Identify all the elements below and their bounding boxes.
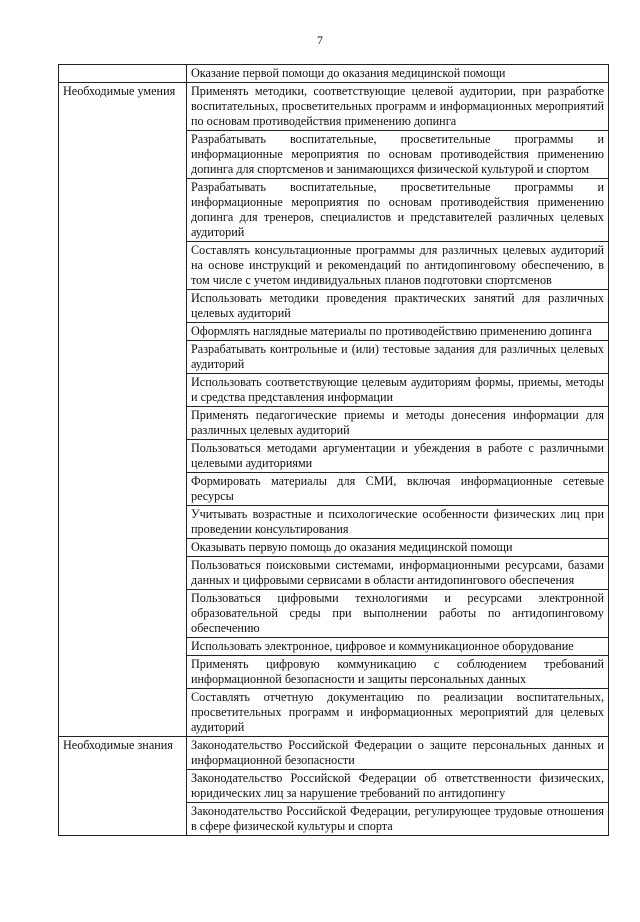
requirement-item: Разрабатывать воспитательные, просветительные программы и информационные мероприятия по основам противодействия применению допинга для тренеров, специалистов и представителей различных целевых аудиторий [187,179,609,242]
table-row [59,65,609,83]
requirement-item: Пользоваться цифровыми технологиями и ресурсами электронной образовательной среды при выполнении работы по антидопинговому обеспечению [187,590,609,638]
requirement-item: Законодательство Российской Федерации, регулирующее трудовые отношения в сфере физической культуры и спорта [187,803,609,836]
requirement-item: Разрабатывать контрольные и (или) тестовые задания для различных целевых аудиторий [187,341,609,374]
requirement-item: Использовать методики проведения практических занятий для различных целевых аудиторий [187,290,609,323]
section-label: Необходимые знания [59,737,187,836]
requirement-item: Оформлять наглядные материалы по противодействию применению допинга [187,323,609,341]
competency-table [58,64,609,836]
requirement-item: Составлять консультационные программы для различных целевых аудиторий на основе инструкций и рекомендаций по антидопинговому обеспечению, в том числе с учетом индивидуальных планов подготовки спортсменов [187,242,609,290]
section-label: Необходимые умения [59,83,187,737]
requirement-item: Составлять отчетную документацию по реализации воспитательных, просветительных программ и информационных мероприятий для целевых аудиторий [187,689,609,737]
requirement-item: Применять методики, соответствующие целевой аудитории, при разработке воспитательных, просветительных программ и информационных мероприятий по основам противодействия применению допинга [187,83,609,131]
requirement-item: Учитывать возрастные и психологические особенности физических лиц при проведении консультирования [187,506,609,539]
page-number: 7 [317,33,323,47]
section-label [59,65,187,83]
requirement-item: Применять педагогические приемы и методы донесения информации для различных целевых аудиторий [187,407,609,440]
table-row [59,83,609,131]
requirement-item: Использовать электронное, цифровое и коммуникационное оборудование [187,638,609,656]
requirement-item: Применять цифровую коммуникацию с соблюдением требований информационной безопасности и защиты персональных данных [187,656,609,689]
requirement-item: Формировать материалы для СМИ, включая информационные сетевые ресурсы [187,473,609,506]
requirement-item: Оказание первой помощи до оказания медицинской помощи [187,65,609,83]
requirement-item: Законодательство Российской Федерации об ответственности физических, юридических лиц за нарушение требований по антидопингу [187,770,609,803]
requirement-item: Пользоваться поисковыми системами, информационными ресурсами, базами данных и цифровыми сервисами в области антидопингового обеспечения [187,557,609,590]
requirement-item: Законодательство Российской Федерации о защите персональных данных и информационной безопасности [187,737,609,770]
requirement-item: Пользоваться методами аргументации и убеждения в работе с различными целевыми аудиториями [187,440,609,473]
requirement-item: Разрабатывать воспитательные, просветительные программы и информационные мероприятия по основам противодействия применению допинга для спортсменов и занимающихся физической культурой и спортом [187,131,609,179]
requirement-item: Оказывать первую помощь до оказания медицинской помощи [187,539,609,557]
competency-table-body [59,65,609,836]
table-row [59,737,609,770]
requirement-item: Использовать соответствующие целевым аудиториям формы, приемы, методы и средства представления информации [187,374,609,407]
